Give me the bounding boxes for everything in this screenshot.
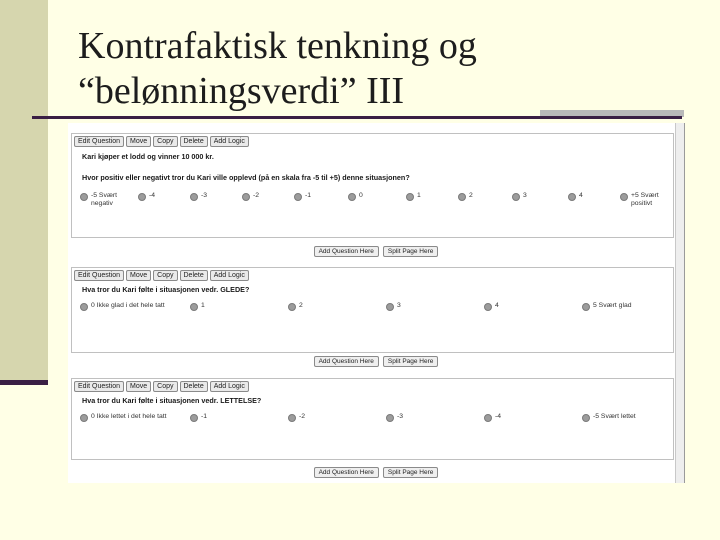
scale-option[interactable]: -5 Svært lettet (582, 413, 653, 422)
radio-button[interactable] (582, 414, 590, 422)
add-question-here-button[interactable]: Add Question Here (314, 356, 379, 367)
scale-option[interactable]: -3 (386, 413, 403, 422)
question-footer-actions (68, 356, 684, 367)
rating-scale (80, 413, 667, 435)
scale-option[interactable]: 5 Svært glad (582, 302, 653, 311)
radio-button[interactable] (568, 193, 576, 201)
split-page-here-button[interactable]: Split Page Here (383, 356, 439, 367)
radio-button[interactable] (190, 193, 198, 201)
vertical-scrollbar[interactable] (675, 123, 684, 483)
radio-button[interactable] (582, 303, 590, 311)
scale-option[interactable]: 3 (386, 302, 401, 311)
radio-button[interactable] (512, 193, 520, 201)
radio-button[interactable] (190, 303, 198, 311)
question-toolbar (74, 270, 249, 281)
scale-option[interactable]: 0 Ikke glad i det hele tatt (80, 302, 181, 311)
question-block-3 (71, 378, 674, 460)
scale-option[interactable]: 4 (484, 302, 499, 311)
move-button[interactable]: Move (126, 270, 151, 281)
scale-option[interactable]: 0 (348, 192, 363, 201)
title-underline (32, 116, 682, 119)
radio-button[interactable] (80, 303, 88, 311)
copy-button[interactable]: Copy (153, 270, 177, 281)
radio-button[interactable] (294, 193, 302, 201)
radio-button[interactable] (138, 193, 146, 201)
scale-option[interactable]: -3 (190, 192, 207, 201)
question-block-1 (71, 133, 674, 238)
slide-title-line1: Kontrafaktisk tenkning og (78, 25, 477, 67)
add-question-here-button[interactable]: Add Question Here (314, 246, 379, 257)
slide-side-band (0, 0, 48, 385)
slide-side-band-foot (0, 380, 48, 385)
scale-option[interactable]: 4 (568, 192, 583, 201)
scale-option[interactable]: -1 (294, 192, 311, 201)
radio-button[interactable] (80, 193, 88, 201)
question-text: Kari kjøper et lodd og vinner 10 000 kr. (82, 152, 214, 161)
move-button[interactable]: Move (126, 136, 151, 147)
delete-button[interactable]: Delete (180, 381, 208, 392)
radio-button[interactable] (458, 193, 466, 201)
scale-option[interactable]: -2 (242, 192, 259, 201)
scale-option[interactable]: +5 Svært positivt (620, 192, 673, 208)
delete-button[interactable]: Delete (180, 136, 208, 147)
scale-option[interactable]: -4 (484, 413, 501, 422)
scale-option[interactable]: -1 (190, 413, 207, 422)
radio-button[interactable] (80, 414, 88, 422)
move-button[interactable]: Move (126, 381, 151, 392)
radio-button[interactable] (288, 303, 296, 311)
survey-editor-screenshot (68, 123, 685, 483)
question-toolbar (74, 136, 249, 147)
question-text: Hva tror du Kari følte i situasjonen vedr. LETTELSE? (82, 396, 262, 405)
delete-button[interactable]: Delete (180, 270, 208, 281)
add-question-here-button[interactable]: Add Question Here (314, 467, 379, 478)
scale-option[interactable]: 2 (288, 302, 303, 311)
scale-option[interactable]: 0 Ikke lettet i det hele tatt (80, 413, 181, 422)
split-page-here-button[interactable]: Split Page Here (383, 246, 439, 257)
radio-button[interactable] (348, 193, 356, 201)
radio-button[interactable] (620, 193, 628, 201)
copy-button[interactable]: Copy (153, 381, 177, 392)
question-footer-actions (68, 467, 684, 478)
radio-button[interactable] (484, 414, 492, 422)
question-text: Hva tror du Kari følte i situasjonen vedr. GLEDE? (82, 285, 250, 294)
rating-scale (80, 192, 667, 214)
scale-option[interactable]: -4 (138, 192, 155, 201)
question-text-2: Hvor positiv eller negativt tror du Kari ville opplevd (på en skala fra -5 til +5) denne situasjonen? (82, 173, 410, 182)
radio-button[interactable] (242, 193, 250, 201)
rating-scale (80, 302, 667, 324)
slide-title (78, 24, 477, 114)
edit-question-button[interactable]: Edit Question (74, 381, 124, 392)
slide-title-line2: “belønningsverdi” III (78, 70, 405, 112)
radio-button[interactable] (386, 303, 394, 311)
scale-option[interactable]: 2 (458, 192, 473, 201)
add-logic-button[interactable]: Add Logic (210, 381, 249, 392)
scale-option[interactable]: -5 Svært negativ (80, 192, 133, 208)
scale-option[interactable]: 3 (512, 192, 527, 201)
edit-question-button[interactable]: Edit Question (74, 270, 124, 281)
copy-button[interactable]: Copy (153, 136, 177, 147)
question-toolbar (74, 381, 249, 392)
radio-button[interactable] (386, 414, 394, 422)
scale-option[interactable]: -2 (288, 413, 305, 422)
radio-button[interactable] (288, 414, 296, 422)
split-page-here-button[interactable]: Split Page Here (383, 467, 439, 478)
add-logic-button[interactable]: Add Logic (210, 136, 249, 147)
radio-button[interactable] (406, 193, 414, 201)
radio-button[interactable] (484, 303, 492, 311)
question-footer-actions (68, 246, 684, 257)
edit-question-button[interactable]: Edit Question (74, 136, 124, 147)
scale-option[interactable]: 1 (190, 302, 205, 311)
scale-option[interactable]: 1 (406, 192, 421, 201)
radio-button[interactable] (190, 414, 198, 422)
add-logic-button[interactable]: Add Logic (210, 270, 249, 281)
question-block-2 (71, 267, 674, 353)
